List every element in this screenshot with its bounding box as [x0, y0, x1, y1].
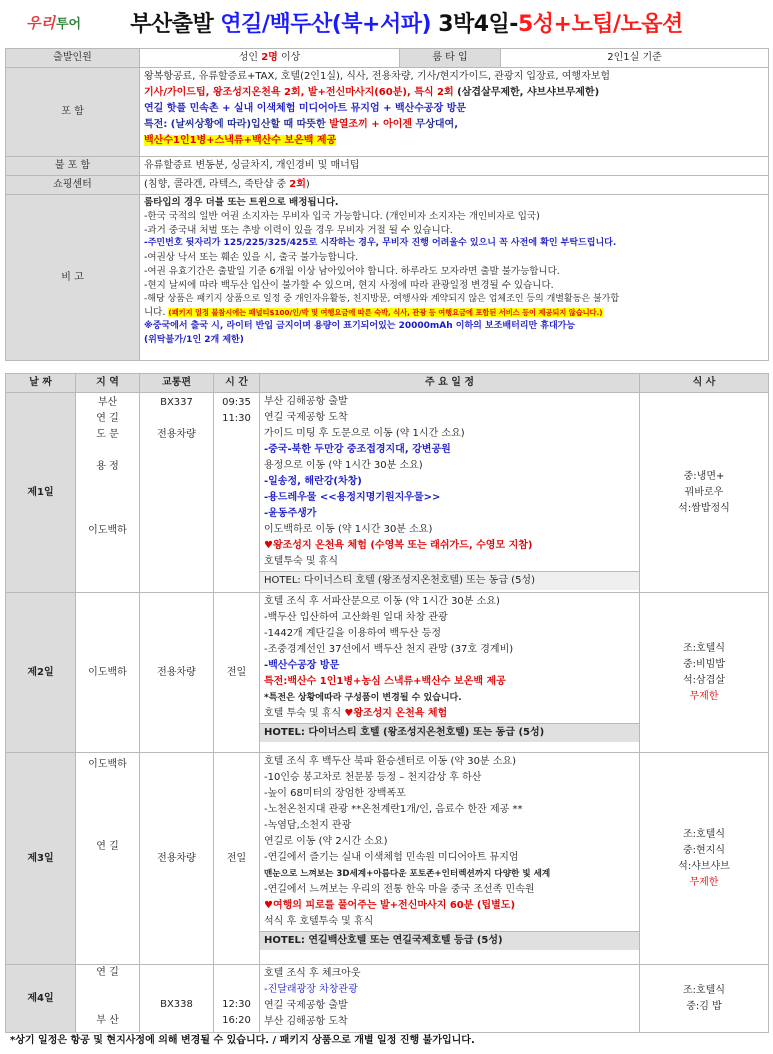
day-row	[6, 753, 769, 965]
exclude-value: 유류할증료 변동분, 싱글차지, 개인경비 및 매너팁	[140, 157, 769, 176]
header-transport: 교통편	[140, 374, 214, 393]
meal-cell: 중:냉면+ 꿔바로우 석:쌈밥정식	[640, 393, 769, 593]
time-cell: 09:35 11:30	[214, 393, 260, 593]
heart-icon: ♥	[264, 540, 273, 551]
day-row	[6, 593, 769, 753]
transport-cell: BX338	[140, 965, 214, 1033]
day-label: 제2일	[6, 593, 76, 753]
schedule-header-row	[6, 374, 769, 393]
header-time: 시 간	[214, 374, 260, 393]
itinerary-line: 용정으로 이동 (약 1시간 30분 소요)	[264, 460, 423, 471]
note-line: 니다. (패키지 일정 불참시에는 패널티$100/인/박 및 여행요금에 따른 숙박, 식사, 관광 등 여행요금에 포함된 서비스 등이 제공되지 않습니다.)	[144, 307, 603, 319]
people-value: 성인 2명 이상	[140, 49, 400, 68]
itinerary-line: -연길에서 즐기는 실내 이색체험 민속원 미디어아트 뮤지엄	[264, 852, 519, 863]
itinerary-line: -10인승 봉고차로 천문봉 등정 – 천지감상 후 하산	[264, 772, 482, 783]
people-label: 출발인원	[6, 49, 140, 68]
logo-text-2: 투어	[55, 17, 82, 32]
include-line: 기사/가이드팁, 왕조성지온천욕 2회, 발+전신마사지(60분), 특식 2회 (삼겹살무제한, 샤브샤브무제한)	[144, 87, 600, 98]
hotel-line: HOTEL: 다이너스티 호텔 (왕조성지온천호텔) 또는 동급 (5성)	[260, 723, 639, 742]
note-line: -여권 유효기간은 출발일 기준 6개월 이상 남아있어야 합니다. 하루라도 모자라면 출발 불가능합니다.	[144, 265, 560, 277]
note-label: 비 고	[6, 195, 140, 361]
time-cell: 12:30 16:20	[214, 965, 260, 1033]
itinerary-line: 이도백하로 이동 (약 1시간 30분 소요)	[264, 524, 433, 535]
header-meal: 식 사	[640, 374, 769, 393]
note-line: ※중국에서 출국 시, 라이터 반입 금지이며 용량이 표기되어있는 20000mAh 이하의 보조배터리만 휴대가능	[144, 321, 576, 332]
note-line: -한국 국적의 일반 여권 소지자는 무비자 입국 가능합니다. (개인비자 소지자는 개인비자로 입국)	[144, 210, 540, 222]
title-part-2: 연길/백두산(북+서파)	[220, 11, 439, 37]
include-line: 백산수1인1병+스낵류+백산수 보온백 제공	[144, 135, 337, 146]
day-label: 제4일	[6, 965, 76, 1033]
itinerary-line: -일송정, 해란강(차창)	[264, 476, 362, 487]
include-line: 특전: (날씨상황에 따라)입산할 때 따뜻한 발열조끼 + 아이젠 무상대여,	[144, 119, 458, 130]
itinerary-cell	[260, 593, 640, 753]
itinerary-line: ♥여행의 피로를 풀어주는 발+전신마사지 60분 (팁별도)	[264, 900, 516, 911]
schedule-table	[5, 373, 769, 1033]
logo-text-1: 우리	[26, 14, 55, 32]
itinerary-line: -노천온천지대 관광 **온천계란1개/인, 음료수 한잔 제공 **	[264, 804, 523, 815]
itinerary-line: 호텔 조식 후 체크아웃	[264, 968, 361, 979]
heart-icon: ♥	[264, 900, 273, 911]
itinerary-line: ♥왕조성지 온천욕 체험 (수영복 또는 래쉬가드, 수영모 지참)	[264, 540, 533, 551]
title-part-1: 부산출발	[130, 11, 221, 37]
itinerary-line: -연길에서 느껴보는 우리의 전통 한옥 마을 중국 조선족 민속원	[264, 884, 535, 895]
note-line: -주민번호 뒷자리가 125/225/325/425로 시작하는 경우, 무비자 진행 어려울수 있으니 꼭 사전에 확인 부탁드립니다.	[144, 238, 617, 249]
exclude-label: 불 포 함	[6, 157, 140, 176]
itinerary-line: -중국-북한 두만강 중조접경지대, 강변공원	[264, 444, 451, 455]
note-line: -여권상 낙서 또는 훼손 있을 시, 출국 불가능합니다.	[144, 252, 359, 264]
itinerary-line: 호텔 조식 후 백두산 북파 환승센터로 이동 (약 30분 소요)	[264, 756, 516, 767]
header-region: 지 역	[76, 374, 140, 393]
include-line: 왕복항공료, 유류할증료+TAX, 호텔(2인1실), 식사, 전용차량, 기사/현지가이드, 관광지 입장료, 여행자보험	[144, 71, 611, 82]
itinerary-line: -조중경계선인 37선에서 백두산 천지 관망 (37호 경계비)	[264, 644, 514, 655]
meal-dinner: 석:삼겹살	[682, 674, 725, 686]
transport-cell: 전용차량	[140, 753, 214, 965]
shop-value: (침향, 콜라겐, 라텍스, 죽탄샵 중 2회)	[140, 176, 769, 195]
itinerary-line: 부산 김해공항 도착	[264, 1016, 348, 1027]
itinerary-line: -1442개 계단길을 이용하여 백두산 등정	[264, 628, 442, 639]
region-cell: 이도백하	[76, 593, 140, 753]
itinerary-line: -백두산 입산하여 고산화원 일대 차창 관광	[264, 612, 448, 623]
itinerary-line: *특전은 상황에따라 구성품이 변경될 수 있습니다.	[264, 693, 462, 703]
title-bar	[0, 0, 773, 44]
region-cell: 연 길 부 산	[76, 965, 140, 1033]
meal-cell: 조:호텔식 중:비빔밥 석:삼겹살 무제한	[640, 593, 769, 753]
itinerary-line: 석식 후 호텔투숙 및 휴식	[264, 916, 374, 927]
itinerary-line: -백산수공장 방문	[264, 660, 340, 671]
meal-cell: 조:호텔식 중:현지식 석:샤브샤브 무제한	[640, 753, 769, 965]
note-line: -해당 상품은 패키지 상품으로 일정 중 개인자유활동, 친지방문, 여행사와 계약되지 않은 업체조인 등의 개별활동은 불가합	[144, 293, 620, 304]
itinerary-line: 가이드 미팅 후 도문으로 이동 (약 1시간 소요)	[264, 428, 465, 439]
itinerary-line: -진달래광장 차창관광	[264, 984, 358, 995]
room-label: 룸 타 입	[400, 49, 501, 68]
transport-cell: 전용차량	[140, 593, 214, 753]
day-row	[6, 393, 769, 593]
transport-cell: BX337 전용차량	[140, 393, 214, 593]
itinerary-line: -높이 68미터의 장엄한 장백폭포	[264, 788, 406, 799]
itinerary-cell	[260, 965, 640, 1033]
header-itinerary: 주 요 일 정	[260, 374, 640, 393]
itinerary-line: -용드레우물 <<용정지명기원지우물>>	[264, 492, 441, 503]
include-value	[140, 68, 769, 157]
day-row	[6, 965, 769, 1033]
meal-cell: 조:호텔식 중:김 밥	[640, 965, 769, 1033]
day-label: 제3일	[6, 753, 76, 965]
itinerary-line: -녹염담,소천지 관광	[264, 820, 352, 831]
itinerary-line: 호텔투숙 및 휴식	[264, 556, 338, 567]
note-line: -현지 날씨에 따라 백두산 입산이 불가할 수 있으며, 현지 사정에 따라 관광일정 변경될 수 있습니다.	[144, 279, 554, 291]
itinerary-line: 연길 국제공항 출발	[264, 1000, 348, 1011]
info-table	[5, 48, 769, 361]
hotel-line: HOTEL: 연길백산호텔 또는 연길국제호텔 등급 (5성)	[260, 931, 639, 950]
room-value: 2인1실 기준	[501, 49, 769, 68]
region-cell: 부산 연 길 도 문 용 정 이도백하	[76, 393, 140, 593]
include-label: 포 함	[6, 68, 140, 157]
itinerary-line: -윤동주생가	[264, 508, 317, 519]
time-cell: 전일	[214, 753, 260, 965]
note-line: (위탁불가/1인 2개 제한)	[144, 334, 244, 345]
hotel-line: HOTEL: 다이너스티 호텔 (왕조성지온천호텔) 또는 동급 (5성)	[260, 571, 639, 590]
itinerary-line: 호텔 투숙 및 휴식 ♥왕조성지 온천욕 체험	[264, 708, 448, 719]
itinerary-line: 맨눈으로 느껴보는 3D세계+아름다운 포토존+인터렉션까지 다양한 빛 세계	[264, 869, 551, 879]
note-value	[140, 195, 769, 361]
itinerary-line: 연길로 이동 (약 2시간 소요)	[264, 836, 388, 847]
note-line: 룸타입의 경우 더블 또는 트윈으로 배정됩니다.	[144, 197, 339, 208]
heart-icon: ♥	[344, 708, 354, 719]
header-day: 날 짜	[6, 374, 76, 393]
title-part-3: 3박4일-	[438, 11, 518, 37]
day-label: 제1일	[6, 393, 76, 593]
time-cell: 전일	[214, 593, 260, 753]
itinerary-line: 호텔 조식 후 서파산문으로 이동 (약 1시간 30분 소요)	[264, 596, 500, 607]
brand-logo	[26, 12, 81, 33]
itinerary-line: 부산 김해공항 출발	[264, 396, 348, 407]
region-cell: 이도백하 연 길	[76, 753, 140, 965]
itinerary-line: 연길 국제공항 도착	[264, 412, 348, 423]
title-part-4: 5성+노팁/노옵션	[517, 11, 683, 37]
itinerary-cell	[260, 753, 640, 965]
page-title	[130, 7, 683, 38]
shop-label: 쇼핑센터	[6, 176, 140, 195]
note-line: -과거 중국내 처벌 또는 추방 이력이 있을 경우 무비자 거절 될 수 있습니다.	[144, 224, 453, 236]
footer-note: *상기 일정은 항공 및 현지사정에 의해 변경될 수 있습니다. / 패키지 상품으로 개별 일정 진행 불가입니다.	[10, 1035, 475, 1046]
itinerary-cell	[260, 393, 640, 593]
itinerary-line: 특전:백산수 1인1병+농심 스낵류+백산수 보온백 제공	[264, 676, 506, 687]
include-line: 연길 핫플 민속촌 + 실내 이색체험 미디어아트 뮤지엄 + 백산수공장 방문	[144, 103, 467, 114]
